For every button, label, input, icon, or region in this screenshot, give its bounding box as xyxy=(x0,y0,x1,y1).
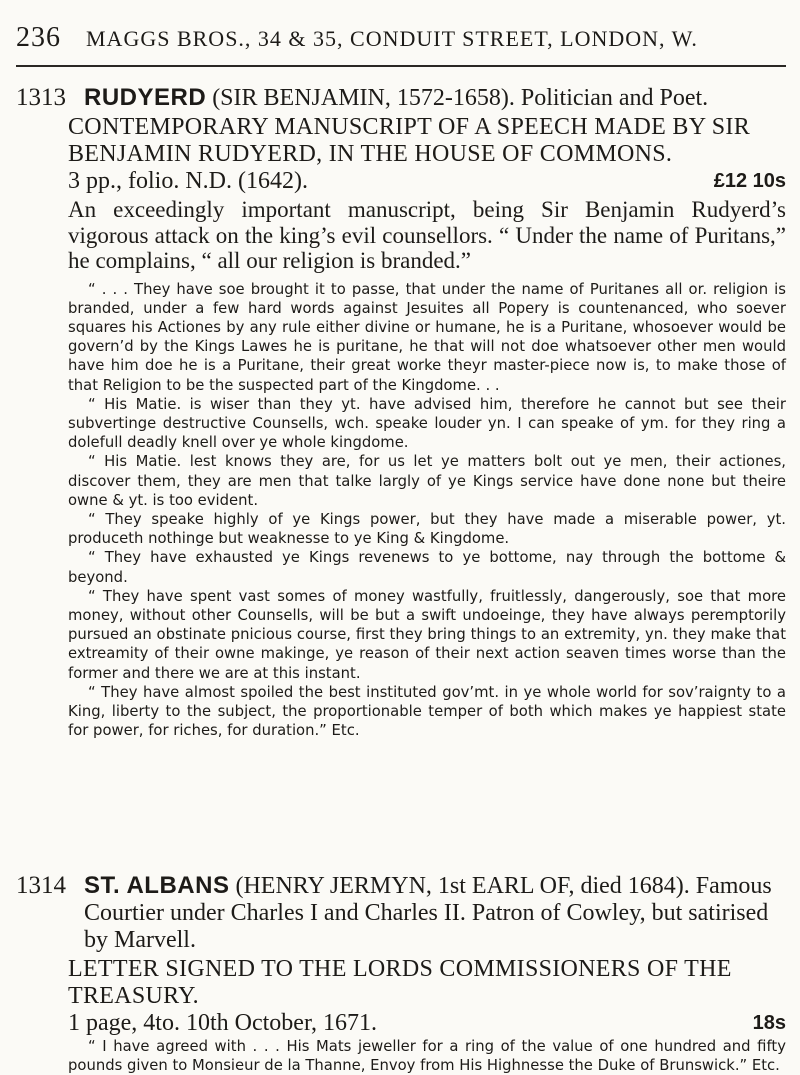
catalogue-entry xyxy=(16,84,786,740)
author-name: ST. ALBANS xyxy=(84,872,230,899)
quote-paragraph: “ His Matie. is wiser than they yt. have advised him, therefore he cannot but see their subvertinge destructive Counsells, wch. speake louder yn. I can speake of ym. for they ring a dolefull deadly knell over ye whole kingdome. xyxy=(68,395,786,452)
running-head: MAGGS BROS., 34 & 35, CONDUIT STREET, LONDON, W. xyxy=(86,26,698,51)
running-header xyxy=(16,22,786,54)
item-description: An exceedingly important manuscript, being Sir Benjamin Rudyerd’s vigorous attack on the king’s evil counsellors. “ Under the name of Puritans,” he complains, “ all our religion is branded.” xyxy=(68,197,786,273)
item-price: 18s xyxy=(752,1012,786,1034)
quote-paragraph: “ They have almost spoiled the best instituted gov’mt. in ye whole world for sov’raignty to a King, liberty to the subject, the proportionable temper of both which makes ye happiest state for power, for riches, for duration.” Etc. xyxy=(68,683,786,740)
entry-body xyxy=(84,84,786,112)
entry-heading xyxy=(84,84,786,112)
entry-details xyxy=(68,114,786,740)
quote-paragraph: “ His Matie. lest knows they are, for us let ye matters bolt out ye men, their actiones, discover them, they are men that talke largly of ye Kings service have done none but theire owne & yt. is too evident. xyxy=(68,453,786,509)
entry-body xyxy=(84,872,786,954)
quote-paragraph: “ . . . They have soe brought it to passe, that under the name of Puritanes all or. religion is branded, under a few hard words against Jesuites all Popery is countenanced, who soever squares his Actiones by any rule either divine or humane, he is a Puritane, whosoever would be govern’d by the Kings Lawes he is puritane, he that will not doe whatsoever other men would have him doe he is a Puritane, their great worke theyr master-piece now is, to make those of that Religion to be the suspected part of the Kingdome. . . xyxy=(68,280,786,394)
quote-paragraph: “ They have exhausted ye Kings revenews to ye bottome, nay through the bottome & beyond. xyxy=(68,549,786,586)
quote-paragraph: “ They have spent vast somes of money wastfully, fruitlessly, dangerously, soe that more money, without other Counsells, will be but a swift undoeinge, they have always peremptorily pursued an obstinate pnicious course, first they bring things to an extremity, yn. they make that extreamity of their owne makinge, ye reason of their next action seaven times worse than the former and there we are at this instant. xyxy=(68,587,786,682)
lot-number: 1314 xyxy=(16,872,66,899)
author-details: (HENRY JERMYN, 1st EARL OF, died 1684). Famous Courtier under Charles I and Charles II. Patron of Cowley, but satirised by Marvell. xyxy=(84,873,772,953)
page-number: 236 xyxy=(16,22,61,53)
entry-details xyxy=(68,956,786,1075)
format-line xyxy=(68,168,786,195)
item-format: 3 pp., folio. N.D. (1642). xyxy=(68,168,308,194)
item-title: LETTER SIGNED TO THE LORDS COMMISSIONERS OF THE TREASURY. xyxy=(68,956,732,1009)
catalogue-entry xyxy=(16,872,786,1075)
header-rule xyxy=(16,65,786,67)
entry-heading xyxy=(84,872,786,954)
author-details: (SIR BENJAMIN, 1572-1658). Politician and Poet. xyxy=(206,85,709,111)
format-line xyxy=(68,1010,786,1037)
item-format: 1 page, 4to. 10th October, 1671. xyxy=(68,1010,377,1036)
quote-paragraph: “ I have agreed with . . . His Mats jeweller for a ring of the value of one hundred and fifty pounds given to Monsieur de la Thanne, Envoy from His Highnesse the Duke of Brunswick.” Etc. xyxy=(68,1038,786,1075)
lot-number: 1313 xyxy=(16,84,66,111)
item-title: CONTEMPORARY MANUSCRIPT OF A SPEECH MADE BY SIR BENJAMIN RUDYERD, IN THE HOUSE OF COMMONS. xyxy=(68,114,751,167)
item-price: £12 10s xyxy=(713,170,786,192)
quote-paragraph: “ They speake highly of ye Kings power, but they have made a miserable power, yt. produceth nothinge but weaknesse to ye King & Kingdome. xyxy=(68,510,786,548)
author-name: RUDYERD xyxy=(84,84,207,111)
